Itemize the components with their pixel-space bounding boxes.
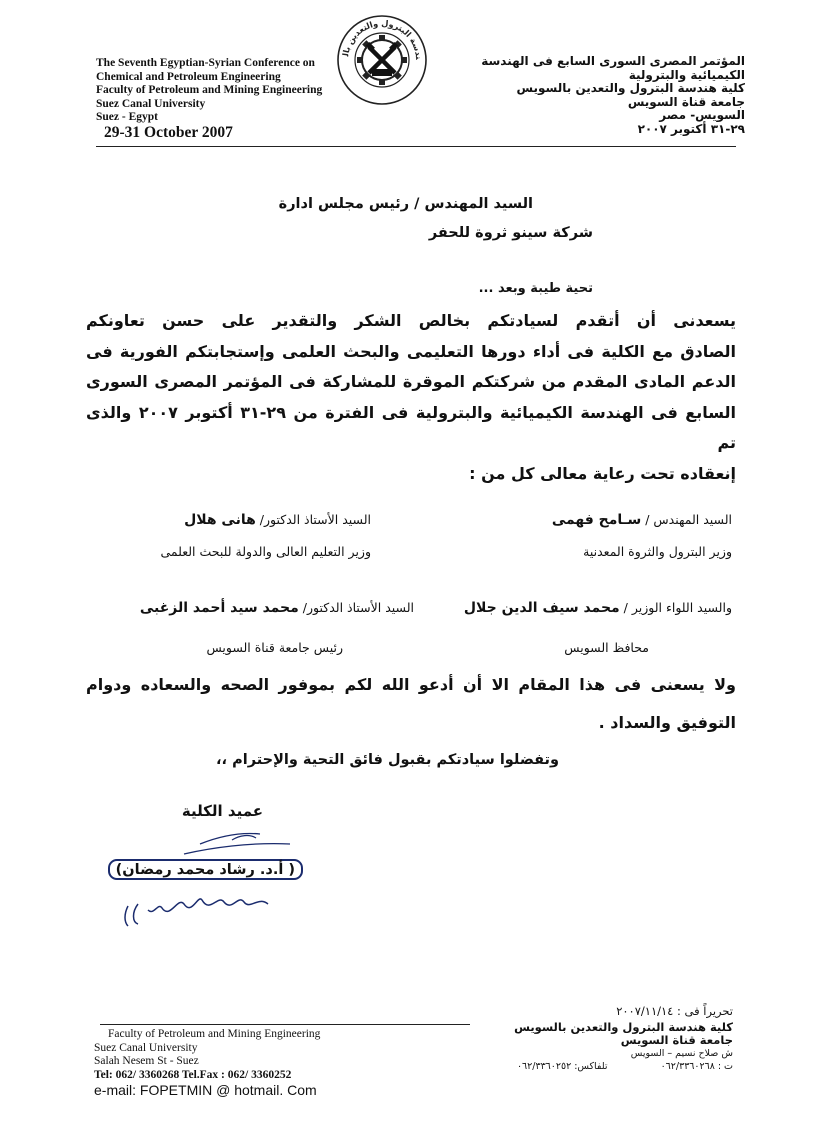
header-ar-line: السويس- مصر — [659, 108, 745, 122]
footer-ar-contact — [373, 1060, 733, 1073]
header-en-line: Faculty of Petroleum and Mining Engineering — [96, 84, 323, 96]
patron-role: رئيس جامعة قناة السويس — [206, 640, 343, 655]
footer-en-line: Faculty of Petroleum and Mining Engineering — [108, 1028, 321, 1040]
letter-body-closing — [86, 666, 736, 742]
patron-prefix: السيد الأستاذ الدكتور/ — [298, 600, 414, 615]
body-line: يسعدنى أن أتقدم لسيادتكم بخالص الشكر والتقدير على حسن تعاونكم — [86, 311, 736, 330]
addressee-line-1: السيد المهندس / رئيس مجلس ادارة — [278, 196, 533, 212]
header-ar-date: ٢٩-٣١ أكتوبر ٢٠٠٧ — [637, 121, 745, 136]
patron-role: وزير البترول والثروة المعدنية — [583, 544, 732, 559]
patron-role: محافظ السويس — [564, 640, 649, 655]
header-ar-line: جامعة قناة السويس — [627, 94, 745, 109]
body-line: إنعقاده تحت رعاية معالى كل من : — [469, 463, 736, 483]
patron-university-president — [140, 600, 414, 616]
footer-en-line: Suez Canal University — [94, 1041, 198, 1054]
patron-minister-higher-education — [184, 512, 371, 528]
faculty-logo — [334, 10, 430, 106]
addressee-line-2: شركة سينو ثروة للحفر — [428, 225, 593, 241]
patron-role: وزير التعليم العالى والدولة للبحث العلمى — [160, 544, 371, 559]
dean-title: عميد الكلية — [181, 802, 263, 820]
patron-governor — [464, 600, 732, 616]
header-en-line: Suez Canal University — [96, 97, 206, 110]
dean-name-text: ( أ.د. رشاد محمد رمضان) — [108, 859, 303, 880]
footer-ar-line: جامعة قناة السويس — [620, 1033, 733, 1047]
logo-lettering: ندسة البترول والتعدين بال — [340, 17, 425, 60]
footer-arabic-block — [373, 1021, 733, 1073]
greeting: تحية طيبة وبعد ... — [478, 281, 593, 296]
header-en-line: The Seventh Egyptian-Syrian Conference on — [96, 57, 315, 69]
footer-english-block — [94, 1028, 394, 1099]
header-ar-line: الكيميائية والبترولية — [628, 67, 745, 82]
body-line: السابع فى الهندسة الكيميائية والبترولية فى الفترة من ٢٩-٣١ أكتوبر ٢٠٠٧ والذى تم — [86, 402, 737, 452]
patron-name: محمد سيد أحمد الزغبى — [139, 600, 299, 616]
dean-name — [108, 862, 303, 878]
footer-ar-line: ش صلاح نسيم – السويس — [630, 1048, 733, 1059]
patron-prefix: السيد المهندس / — [641, 512, 732, 527]
closing-salutation: وتفضلوا سيادتكم بقبول فائق التحية والإحترام ،، — [216, 752, 559, 768]
letter-body — [86, 306, 736, 489]
header-en-date: 29-31 October 2007 — [104, 123, 233, 141]
header-ar-line: المؤتمر المصرى السورى السابع فى الهندسة — [481, 54, 745, 68]
body-line: الصادق مع الكلية فى أداء دورها التعليمى والبحث العلمى وإستجابتكم الفورية فى — [86, 341, 736, 361]
body-line: الدعم المادى المقدم من شركتكم الموقرة للمشاركة فى المؤتمر المصرى السورى — [86, 372, 736, 391]
body-line: ولا يسعنى فى هذا المقام الا أن أدعو الله لكم بموفور الصحه والسعاده ودوام — [86, 675, 736, 694]
body-line: التوفيق والسداد . — [598, 713, 736, 732]
footer-ar-phone: ت : ٠٦٢/٣٣٦٠٢٦٨ — [660, 1061, 733, 1072]
header-english-block — [96, 57, 346, 142]
issue-date: تحريراً فى : ٢٠٠٧/١١/١٤ — [616, 1004, 733, 1018]
footer-ar-line: كلية هندسة البترول والتعدين بالسويس — [514, 1020, 733, 1034]
footer-en-line: Salah Nesem St - Suez — [94, 1055, 199, 1067]
patron-name: هانى هلال — [184, 512, 256, 528]
header-divider — [96, 146, 736, 147]
signature-scribble — [180, 826, 300, 856]
footer-ar-fax: تلفاكس: ٠٦٢/٣٣٦٠٢٥٢ — [516, 1061, 608, 1072]
footer-divider — [100, 1024, 470, 1025]
patron-prefix: السيد الأستاذ الدكتور/ — [255, 512, 371, 527]
handwritten-signature — [118, 886, 278, 932]
header-ar-line: كلية هندسة البترول والتعدين بالسويس — [516, 81, 745, 95]
patron-prefix: والسيد اللواء الوزير / — [619, 600, 732, 615]
patron-name: سـامح فهمى — [551, 512, 642, 528]
header-en-line: Chemical and Petroleum Engineering — [96, 70, 281, 83]
footer-email: e-mail: FOPETMIN @ hotmail. Com — [94, 1082, 317, 1098]
patron-minister-petroleum — [552, 512, 732, 528]
header-arabic-block — [425, 55, 745, 136]
footer-en-line: Tel: 062/ 3360268 Tel.Fax : 062/ 3360252 — [94, 1068, 292, 1081]
header-en-line: Suez - Egypt — [96, 111, 158, 123]
patron-name: محمد سيف الدين جلال — [463, 600, 620, 616]
